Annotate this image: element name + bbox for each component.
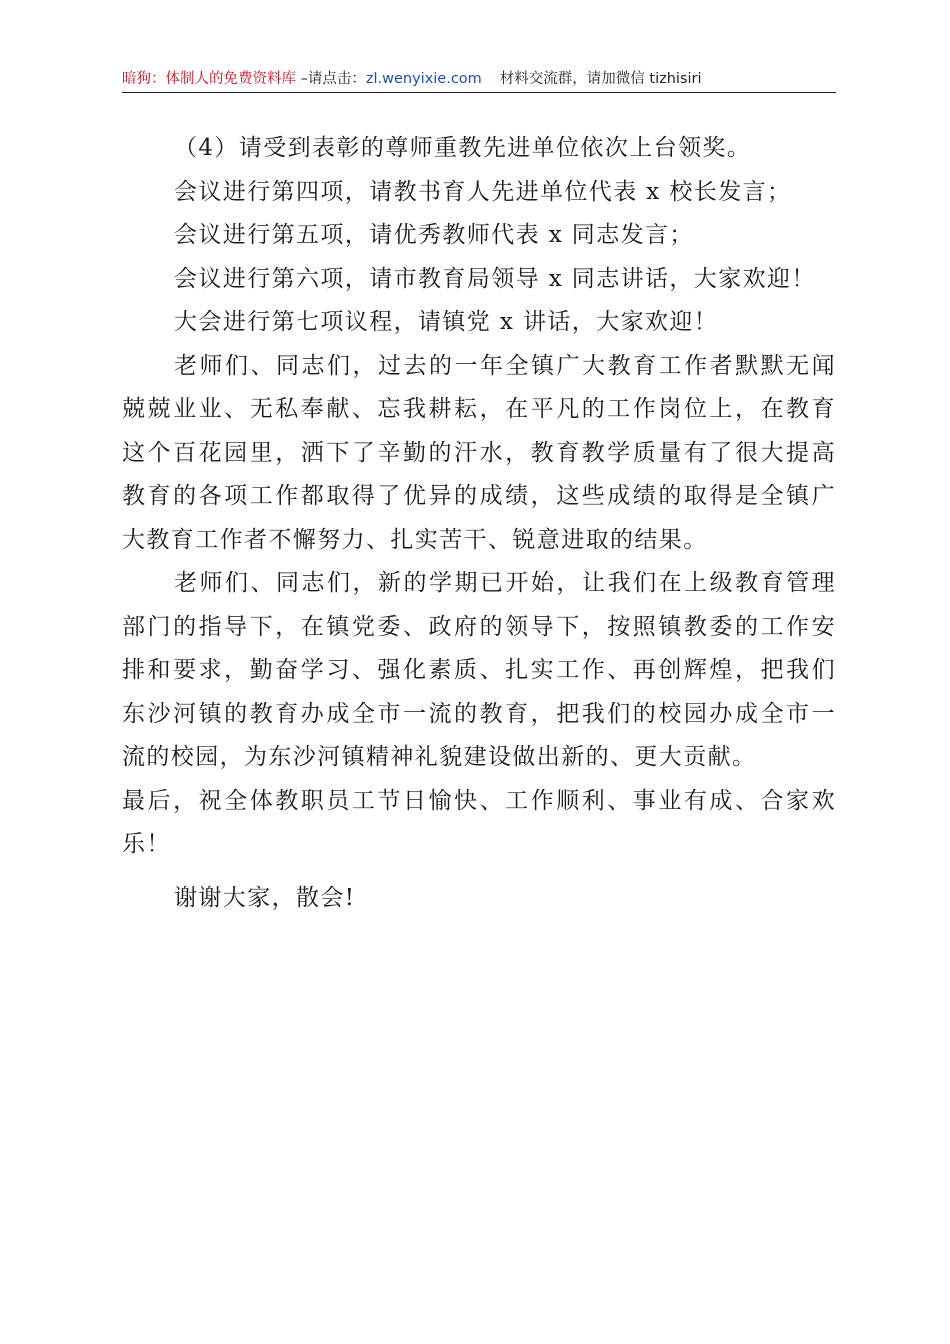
body-line: 大会进行第七项议程，请镇党 x 讲话，大家欢迎！ [174,309,719,335]
header-contact: 材料交流群，请加微信 tizhisiri [499,71,702,87]
body-line: 会议进行第五项，请优秀教师代表 x 同志发言； [174,222,694,248]
body-line: 会议进行第六项，请市教育局领导 x 同志讲话，大家欢迎！ [174,265,816,292]
body-line: 东沙河镇的教育办成全市一流的教育，把我们的校园办成全市一 [122,700,836,727]
body-line: 大教育工作者不懈努力、扎实苦干、锐意进取的结果。 [122,526,708,553]
body-line: 会议进行第四项，请教书育人先进单位代表 x 校长发言； [174,178,792,205]
body-line: 排和要求，勤奋学习、强化素质、扎实工作、再创辉煌，把我们 [122,657,836,683]
header-site-link[interactable]: zl.wenyixie.com [365,71,482,87]
body-line: 老师们、同志们，过去的一年全镇广大教育工作者默默无闻 [174,352,836,379]
body-line: 教育的各项工作都取得了优异的成绩，这些成绩的取得是全镇广 [122,483,836,509]
body-line: 兢兢业业、无私奉献、忘我耕耘，在平凡的工作岗位上，在教育 [122,396,836,422]
body-line: 乐！ [122,831,171,857]
body-line: 谢谢大家，散会! [174,884,356,911]
body-line: 流的校园，为东沙河镇精神礼貌建设做出新的、更大贡献。 [122,744,757,770]
body-line: （4）请受到表彰的尊师重教先进单位依次上台领奖。 [174,135,752,161]
header-brand: 暗狗：体制人的免费资料库 [122,71,296,87]
body-line: 老师们、同志们，新的学期已开始，让我们在上级教育管理 [174,570,836,596]
page-header [122,68,836,93]
body-line: 这个百花园里，洒下了辛勤的汗水，教育教学质量有了很大提高 [122,439,836,466]
body-line: 最后，祝全体教职员工节日愉快、工作顺利、事业有成、合家欢 [122,787,836,814]
body-line: 部门的指导下，在镇党委、政府的领导下，按照镇教委的工作安 [122,613,836,640]
document-body [122,127,836,920]
header-click-prompt: –请点击： [296,71,366,87]
